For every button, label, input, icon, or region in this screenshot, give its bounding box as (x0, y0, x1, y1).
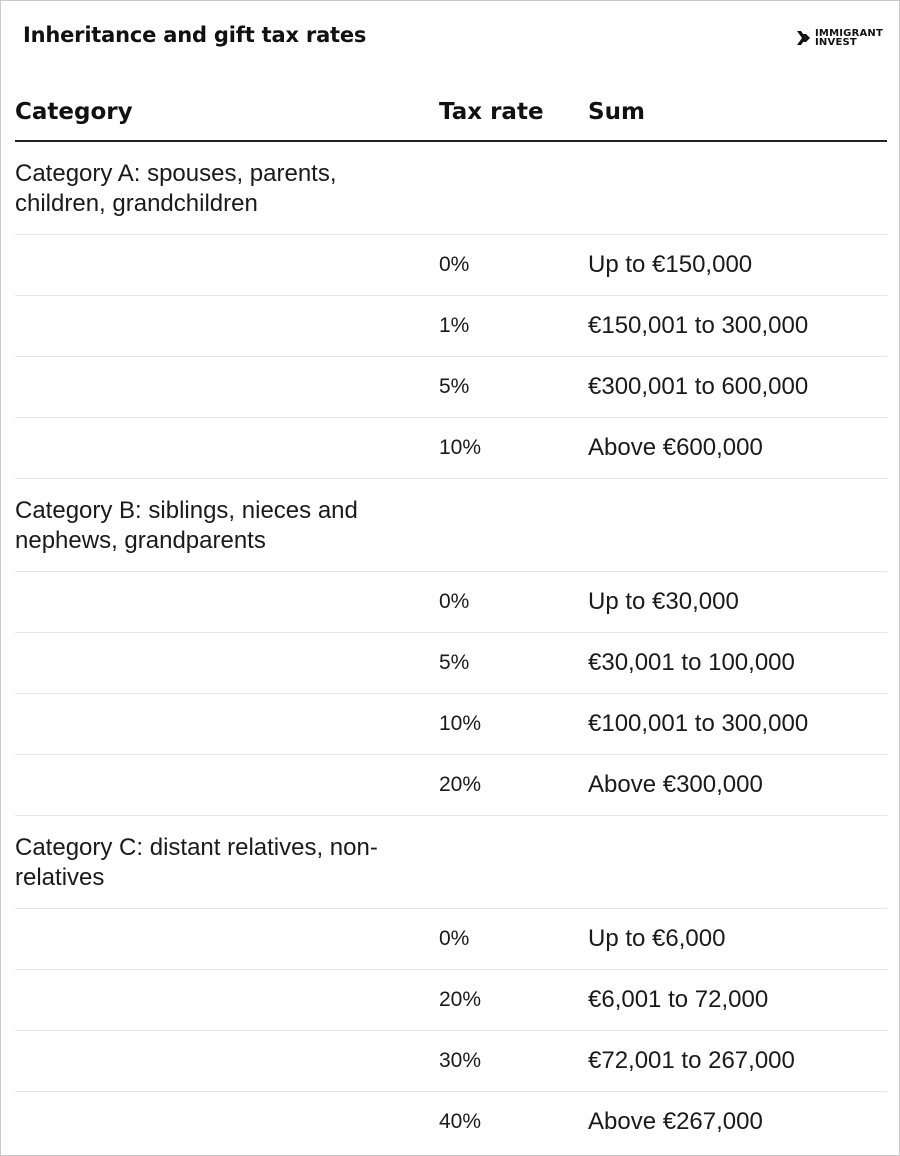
table-row (15, 357, 887, 418)
sum-cell: Up to €6,000 (588, 925, 726, 952)
sum-cell: €150,001 to 300,000 (588, 312, 809, 339)
sum-cell: Up to €30,000 (588, 588, 739, 615)
sum-cell: €6,001 to 72,000 (588, 986, 769, 1013)
table-row (15, 235, 887, 296)
table-row (15, 418, 887, 479)
rate-cell: 30% (439, 1049, 482, 1072)
sum-cell: €30,001 to 100,000 (588, 649, 795, 676)
rate-cell: 20% (439, 988, 482, 1011)
table-row (15, 633, 887, 694)
sum-cell: Above €300,000 (588, 771, 763, 798)
brand-name (815, 29, 883, 47)
category-row (15, 816, 887, 909)
brand-name-line1: IMMIGRANT (815, 28, 883, 39)
tax-table (15, 85, 887, 1152)
page-title: Inheritance and gift tax rates (23, 23, 367, 47)
table-row (15, 755, 887, 816)
category-label: Category B: siblings, nieces and nephews, grandparents (15, 497, 358, 554)
table-row (15, 572, 887, 633)
sum-cell: €72,001 to 267,000 (588, 1047, 795, 1074)
category-label: Category C: distant relatives, non-relatives (15, 834, 378, 891)
category-row (15, 479, 887, 572)
rate-cell: 40% (439, 1110, 482, 1133)
table-header (15, 85, 887, 142)
header-rate: Tax rate (439, 99, 544, 125)
brand-name-line2: INVEST (815, 37, 857, 48)
sum-cell: Up to €150,000 (588, 251, 753, 278)
sum-cell: Above €600,000 (588, 434, 763, 461)
double-chevron-icon (797, 29, 811, 47)
table-row (15, 694, 887, 755)
sum-cell: €300,001 to 600,000 (588, 373, 809, 400)
sum-cell: €100,001 to 300,000 (588, 710, 809, 737)
rate-cell: 20% (439, 773, 482, 796)
rate-cell: 10% (439, 712, 482, 735)
rate-cell: 1% (439, 314, 470, 337)
rate-cell: 0% (439, 927, 470, 950)
rate-cell: 10% (439, 436, 482, 459)
table-row (15, 1092, 887, 1152)
rate-cell: 0% (439, 590, 470, 613)
header-sum: Sum (588, 99, 645, 125)
category-row (15, 142, 887, 235)
rate-cell: 5% (439, 651, 470, 674)
brand-logo (797, 28, 883, 48)
rate-cell: 0% (439, 253, 470, 276)
category-label: Category A: spouses, parents, children, grandchildren (15, 160, 337, 217)
table-row (15, 970, 887, 1031)
table-row (15, 909, 887, 970)
rate-cell: 5% (439, 375, 470, 398)
table-row (15, 1031, 887, 1092)
table-row (15, 296, 887, 357)
header-category: Category (15, 99, 133, 125)
sum-cell: Above €267,000 (588, 1108, 763, 1135)
